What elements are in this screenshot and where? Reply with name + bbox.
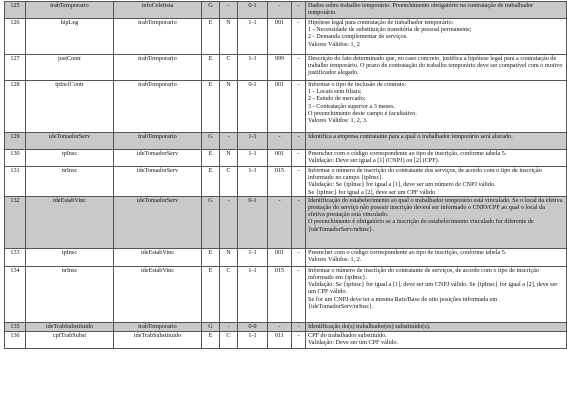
parent-group-cell: ideTomadorServ — [114, 196, 202, 248]
description-line: O preenchimento deste campo é facultativo. — [308, 109, 417, 117]
data-type-cell: - — [220, 2, 238, 19]
table-row — [5, 167, 567, 197]
decimals-cell: - — [292, 81, 306, 133]
decimals-cell: - — [292, 248, 306, 266]
table-row-group — [5, 322, 567, 331]
data-type-cell: - — [220, 322, 238, 331]
decimals-cell: - — [292, 331, 306, 348]
row-number-cell: 130 — [5, 150, 26, 167]
field-size-cell: - — [268, 322, 292, 331]
description-line: Validação: Se {tpInsc} for igual a [1], deve ser um número de CNPJ válido. — [308, 181, 496, 189]
parent-group-cell: trabTemporario — [114, 19, 202, 55]
description-cell — [306, 150, 567, 167]
element-type-cell: G — [202, 2, 220, 19]
element-type-cell: E — [202, 19, 220, 55]
decimals-cell: - — [292, 19, 306, 55]
description-line: Informar o número de inscrição do contratante de serviços, de acordo com o tipo de inscrição informado em {tpInsc}. — [308, 266, 539, 282]
row-number-cell: 128 — [5, 81, 26, 133]
description-cell — [306, 2, 567, 19]
table-row — [5, 19, 567, 55]
row-number-cell: 136 — [5, 331, 26, 348]
description-line: Validação: Deve ser um CPF válido. — [308, 339, 399, 347]
data-type-cell: - — [220, 196, 238, 248]
element-type-cell: E — [202, 167, 220, 197]
row-number-cell: 131 — [5, 167, 26, 197]
parent-group-cell: trabTemporario — [114, 55, 202, 81]
data-type-cell: - — [220, 133, 238, 150]
table-row-group — [5, 133, 567, 150]
field-size-cell: 001 — [268, 150, 292, 167]
description-cell — [306, 196, 567, 248]
field-name-cell: nrInsc — [26, 167, 114, 197]
data-type-cell: N — [220, 81, 238, 133]
parent-group-cell: ideEstabVinc — [114, 248, 202, 266]
occurrence-cell: 1-1 — [238, 248, 268, 266]
field-size-cell: 999 — [268, 55, 292, 81]
element-type-cell: E — [202, 55, 220, 81]
field-size-cell: - — [268, 133, 292, 150]
table-row-group — [5, 2, 567, 19]
description-line: Identificação do estabelecimento ao qual o trabalhador temporário está vinculado. Se o local da efetiva prestação do serviço não possuir inscrição deverá ser informado o CNPJ/CPF ao qual o local da efetiva prestação está vinculado. — [308, 196, 563, 219]
row-number-cell: 127 — [5, 55, 26, 81]
occurrence-cell: 0-1 — [238, 81, 268, 133]
decimals-cell: - — [292, 2, 306, 19]
description-line: Descrição do fato determinado que, no caso concreto, justifica a hipótese legal para a contratação de trabalho temporário. O prazo de contratação do trabalho temporário deve ser compatível com o motivo justificador alegado. — [308, 55, 563, 77]
description-line: Validação: Deve ser igual a [1] (CNPJ) ou [2] (CPF). — [308, 157, 440, 165]
decimals-cell: - — [292, 322, 306, 331]
occurrence-cell: 0-1 — [238, 196, 268, 248]
decimals-cell: - — [292, 150, 306, 167]
description-line: Informar o número de inscrição do contratante dos serviços, de acordo com o tipo de inscrição informado no campo {tpInsc}. — [308, 167, 542, 182]
data-type-cell: N — [220, 150, 238, 167]
table-row — [5, 248, 567, 266]
field-name-cell: tpInsc — [26, 248, 114, 266]
element-type-cell: E — [202, 150, 220, 167]
description-line: Se {tpInsc} for igual a [2], deve ser um CPF válido. — [308, 188, 437, 196]
data-type-cell: C — [220, 266, 238, 322]
decimals-cell: - — [292, 167, 306, 197]
parent-group-cell: trabTemporario — [114, 81, 202, 133]
parent-group-cell: ideEstabVinc — [114, 266, 202, 322]
description-line: Preencher com o código correspondente ao tipo de inscrição, conforme tabela 5. — [308, 150, 507, 157]
element-type-cell: E — [202, 81, 220, 133]
parent-group-cell: trabTemporario — [114, 322, 202, 331]
description-line: CPF do trabalhador substituído. — [308, 331, 387, 339]
row-number-cell: 129 — [5, 133, 26, 150]
description-line: 3 - Contratação superior a 3 meses. — [308, 102, 396, 110]
field-name-cell: ideTomadorServ — [26, 133, 114, 150]
data-type-cell: C — [220, 55, 238, 81]
element-type-cell: E — [202, 266, 220, 322]
row-number-cell: 132 — [5, 196, 26, 248]
element-type-cell: E — [202, 331, 220, 348]
field-name-cell: nrInsc — [26, 266, 114, 322]
table-row — [5, 331, 567, 348]
field-size-cell: 001 — [268, 19, 292, 55]
parent-group-cell: infoCeletista — [114, 2, 202, 19]
description-line: Informar o tipo de inclusão de contrato: — [308, 81, 407, 88]
description-cell — [306, 81, 567, 133]
table-row — [5, 81, 567, 133]
occurrence-cell: 1-1 — [238, 55, 268, 81]
occurrence-cell: 0-1 — [238, 2, 268, 19]
description-cell — [306, 322, 567, 331]
description-line: 2 - Estudo de mercado; — [308, 95, 366, 103]
field-name-cell: ideTrabSubstituido — [26, 322, 114, 331]
table-row — [5, 55, 567, 81]
description-line: O preenchimento é obrigatório se a inscrição do estabelecimento vinculado for diferente de {ideTomadorServ/nrInsc}. — [308, 218, 534, 233]
field-size-cell: 001 — [268, 81, 292, 133]
description-line: Valores Válidos: 1, 2, 3. — [308, 117, 368, 125]
data-type-cell: C — [220, 167, 238, 197]
description-line: 1 - Locais sem filiais; — [308, 88, 362, 96]
description-line: Hipótese legal para contratação de trabalhador temporário: — [308, 19, 454, 26]
parent-group-cell: trabTemporario — [114, 133, 202, 150]
field-name-cell: ideEstabVinc — [26, 196, 114, 248]
description-line: Preencher com o código correspondente ao tipo de inscrição, conforme tabela 5. — [308, 248, 507, 256]
description-line: Identifica a empresa contratante para a qual o trabalhador temporário será alocado. — [308, 133, 513, 140]
occurrence-cell: 1-1 — [238, 133, 268, 150]
data-type-cell: N — [220, 19, 238, 55]
description-line: Identificação do(s) trabalhador(es) substituído(s). — [308, 322, 431, 330]
occurrence-cell: 1-1 — [238, 331, 268, 348]
row-number-cell: 135 — [5, 322, 26, 331]
field-size-cell: - — [268, 196, 292, 248]
description-cell — [306, 133, 567, 150]
layout-table — [4, 1, 567, 349]
row-number-cell: 126 — [5, 19, 26, 55]
occurrence-cell: 1-1 — [238, 19, 268, 55]
parent-group-cell: ideTomadorServ — [114, 150, 202, 167]
field-name-cell: justContr — [26, 55, 114, 81]
description-cell — [306, 248, 567, 266]
field-size-cell: 001 — [268, 248, 292, 266]
row-number-cell: 125 — [5, 2, 26, 19]
description-cell — [306, 55, 567, 81]
field-size-cell: 015 — [268, 266, 292, 322]
field-name-cell: tpInsc — [26, 150, 114, 167]
decimals-cell: - — [292, 55, 306, 81]
decimals-cell: - — [292, 133, 306, 150]
occurrence-cell: 0-9 — [238, 322, 268, 331]
description-cell — [306, 266, 567, 322]
parent-group-cell: ideTomadorServ — [114, 167, 202, 197]
table-row-group — [5, 196, 567, 248]
field-size-cell: 011 — [268, 331, 292, 348]
field-name-cell: trabTemporario — [26, 2, 114, 19]
field-name-cell: tpInclContr — [26, 81, 114, 133]
table-row — [5, 150, 567, 167]
description-line: Dados sobre trabalho temporário. Preenchimento obrigatório na contratação de trabalhador temporário. — [308, 2, 534, 17]
description-cell — [306, 331, 567, 348]
parent-group-cell: ideTrabSubstituido — [114, 331, 202, 348]
description-line: Valores Válidos: 1, 2 — [308, 40, 360, 48]
description-line: 1 - Necessidade de substituição transitória de pessoal permanente; — [308, 26, 472, 34]
decimals-cell: - — [292, 266, 306, 322]
element-type-cell: G — [202, 196, 220, 248]
description-cell — [306, 19, 567, 55]
field-size-cell: - — [268, 2, 292, 19]
description-cell — [306, 167, 567, 197]
description-line: Validação: Se {tpInsc} for igual a [1], deve ser um CNPJ válido. Se {tpInsc} for igual a [2], deve ser um CPF válido. — [308, 281, 558, 296]
row-number-cell: 134 — [5, 266, 26, 322]
occurrence-cell: 1-1 — [238, 150, 268, 167]
element-type-cell: G — [202, 133, 220, 150]
occurrence-cell: 1-1 — [238, 266, 268, 322]
row-number-cell: 133 — [5, 248, 26, 266]
field-name-cell: hipLeg — [26, 19, 114, 55]
data-type-cell: N — [220, 248, 238, 266]
table-row — [5, 266, 567, 322]
decimals-cell: - — [292, 196, 306, 248]
element-type-cell: G — [202, 322, 220, 331]
description-line: 2 - Demanda complementar de serviços. — [308, 33, 408, 41]
field-size-cell: 015 — [268, 167, 292, 197]
description-line: Valores Válidos: 1, 2. — [308, 256, 362, 264]
field-name-cell: cpfTrabSubst — [26, 331, 114, 348]
occurrence-cell: 1-1 — [238, 167, 268, 197]
description-line: Se for um CNPJ deve ter a mesma Raiz/Base de oito posições informada em {ideTomadorServ/nrInsc}. — [308, 295, 498, 310]
element-type-cell: E — [202, 248, 220, 266]
data-type-cell: C — [220, 331, 238, 348]
table-body — [5, 2, 567, 349]
